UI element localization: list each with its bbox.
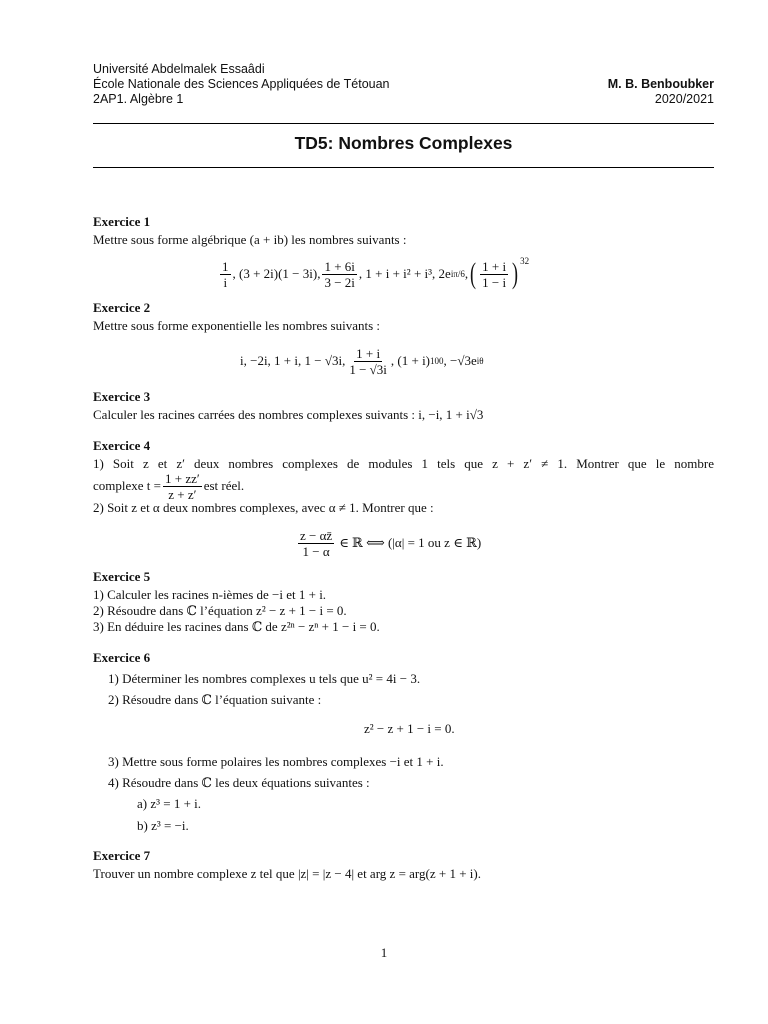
exercise-6-item: 1) Déterminer les nombres complexes u tels que u² = 4i − 3.: [108, 671, 421, 686]
exercise-2-heading: Exercice 2: [93, 300, 151, 315]
exercise-5-heading: Exercice 5: [93, 569, 151, 584]
fraction: $\frac{1 + i}{1 - i}$: [482, 258, 507, 290]
exercise-4-heading: Exercice 4: [93, 438, 151, 453]
exercise-4-line-1: 1) Soit z et z′ deux nombres complexes de modules 1 tels que z + z′ ≠ 1. Montrer que le nombre: [93, 456, 714, 471]
exercise-6-item: 4) Résoudre dans ℂ les deux équations suivantes :: [108, 775, 370, 790]
exercise-5-item: 1) Calculer les racines n-ièmes de −i et 1 + i.: [93, 587, 327, 602]
header-right: [608, 77, 714, 107]
exercise-7-text: Trouver un nombre complexe z tel que |z| = |z − 4| et arg z = arg(z + 1 + i).: [93, 866, 481, 881]
exercise-2-text: Mettre sous forme exponentielle les nombres suivants :: [93, 318, 381, 333]
header-left: [93, 62, 390, 107]
exercise-3-text: Calculer les racines carrées des nombres complexes suivants : i, −i, 1 + i√3: [93, 407, 484, 422]
exercise-6-item: 2) Résoudre dans ℂ l’équation suivante :: [108, 692, 322, 707]
exercise-5-item: 2) Résoudre dans ℂ l’équation z² − z + 1 − i = 0.: [93, 603, 347, 618]
school-name: École Nationale des Sciences Appliquées de Tétouan: [93, 77, 390, 91]
fraction: $\frac{1 + zz'}{z + z'}$: [164, 470, 200, 502]
fraction: $\frac{1 + 6i}{3 - 2i}$: [324, 258, 355, 290]
page-number: 1: [380, 945, 388, 960]
course-name: 2AP1. Algèbre 1: [93, 92, 184, 106]
fraction: $\frac{z - \alpha z̄}{1 - \alpha}$: [300, 527, 333, 559]
title-rule: [93, 167, 714, 168]
exercise-4-equation: $\frac{z - \alpha z̄}{1 - \alpha}$ ∈ ℝ ⟺ (|α| = 1 ou z ∈ ℝ): [300, 527, 482, 559]
page-title: TD5: Nombres Complexes: [294, 133, 513, 153]
exercise-1-text: Mettre sous forme algébrique (a + ib) les nombres suivants :: [93, 232, 407, 247]
exercise-6-subitem: b) z³ = −i.: [137, 818, 189, 833]
fraction: $\frac{1 + i}{1 - √3i}$: [349, 345, 387, 377]
university-name: Université Abdelmalek Essaâdi: [93, 62, 265, 76]
exercise-5-item: 3) En déduire les racines dans ℂ de z²ⁿ − zⁿ + 1 − i = 0.: [93, 619, 380, 634]
exercise-4-line-3: 2) Soit z et α deux nombres complexes, avec α ≠ 1. Montrer que :: [93, 500, 434, 515]
exercise-6-heading: Exercice 6: [93, 650, 151, 665]
exercise-3-heading: Exercice 3: [93, 389, 151, 404]
header-rule: [93, 123, 714, 124]
exercise-1-heading: Exercice 1: [93, 214, 151, 229]
exercise-6-equation: z² − z + 1 − i = 0.: [364, 721, 455, 736]
exercise-4-line-2: complexe t = $\frac{1 + zz'}{z + z'}$ est réel.: [93, 470, 245, 502]
exercise-7-heading: Exercice 7: [93, 848, 151, 863]
fraction: $\frac{1}{i}$: [222, 258, 229, 290]
exercise-1-math: $\frac{1}{i}$ , (3 + 2i)(1 − 3i), $\frac{1 + 6i}{3 - 2i}$ , 1 + i + i² + i³, 2e iπ/6 , ( $\frac{1 + i}{1 - i}$ ) 32: [222, 256, 530, 290]
author-name: M. B. Benboubker: [607, 77, 714, 91]
academic-year: 2020/2021: [654, 92, 714, 106]
exercise-6-subitem: a) z³ = 1 + i.: [137, 796, 202, 811]
exercise-2-math: i, −2i, 1 + i, 1 − √3i, $\frac{1 + i}{1 - √3i}$ , (1 + i) 100 , −√3e iθ: [240, 345, 484, 377]
exercise-6-item: 3) Mettre sous forme polaires les nombres complexes −i et 1 + i.: [108, 754, 444, 769]
